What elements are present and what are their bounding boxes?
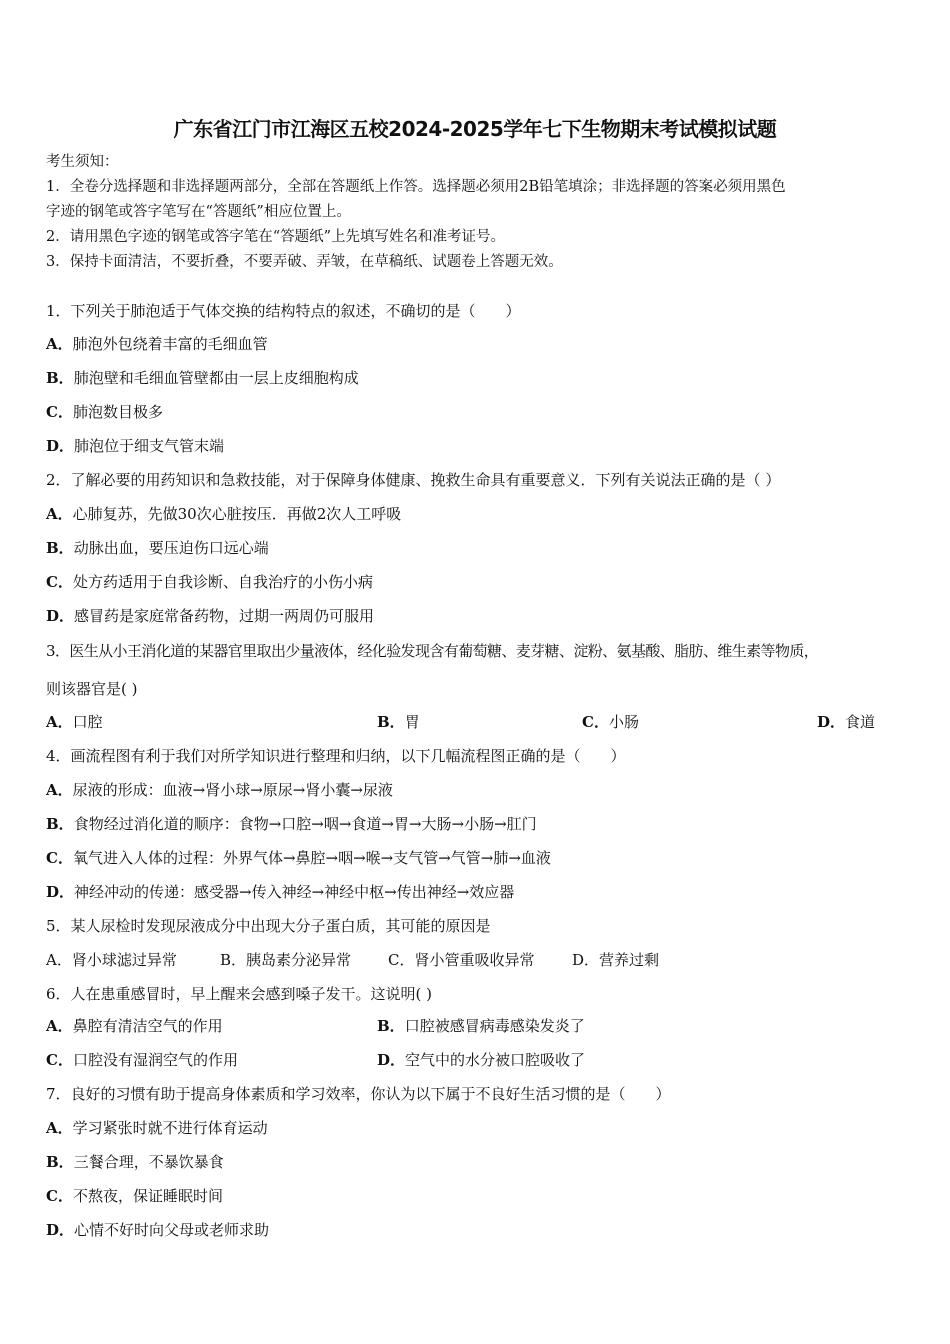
option-text: 感冒药是家庭常备药物，过期一两周仍可服用 xyxy=(74,607,375,625)
option-c[interactable] xyxy=(46,401,163,423)
option-a[interactable] xyxy=(46,1117,268,1139)
option-label: C． xyxy=(582,713,609,731)
option-b[interactable] xyxy=(377,711,420,733)
option-b[interactable] xyxy=(46,1151,224,1173)
option-label: B． xyxy=(220,951,247,969)
option-text: 营养过剩 xyxy=(599,951,660,969)
option-text: 食物经过消化道的顺序：食物→口腔→咽→食道→胃→大肠→小肠→肛门 xyxy=(73,815,537,833)
question-stem: 4．画流程图有利于我们对所学知识进行整理和归纳，以下几幅流程图正确的是（ ） xyxy=(46,747,626,765)
option-label: C． xyxy=(46,849,73,867)
option-d[interactable] xyxy=(46,1219,269,1241)
option-d[interactable] xyxy=(46,605,374,627)
notice-heading: 考生须知： xyxy=(46,154,119,170)
notice-item: 1．全卷分选择题和非选择题两部分，全部在答题纸上作答。选择题必须用2B铅笔填涂；非选择题的答案必须用黑色 xyxy=(46,179,786,195)
option-text: 肺泡外包绕着丰富的毛细血管 xyxy=(72,335,268,353)
option-text: 胰岛素分泌异常 xyxy=(246,951,352,969)
option-d[interactable] xyxy=(817,711,875,733)
option-text: 空气中的水分被口腔吸收了 xyxy=(405,1051,586,1069)
question-stem: 3．医生从小王消化道的某器官里取出少量液体，经化验发现含有葡萄糖、麦芽糖、淀粉、氨基酸、脂肪、维生素等物质， xyxy=(46,642,819,660)
option-c[interactable] xyxy=(46,847,551,869)
option-label: C． xyxy=(46,1187,73,1205)
option-label: D． xyxy=(377,1051,406,1069)
option-label: B． xyxy=(46,539,74,557)
option-label: A． xyxy=(46,505,73,523)
option-label: D． xyxy=(46,1221,75,1239)
option-text: 处方药适用于自我诊断、自我治疗的小伤小病 xyxy=(72,573,373,591)
option-label: B． xyxy=(46,369,74,387)
option-a[interactable] xyxy=(46,779,393,801)
option-text: 学习紧张时就不进行体育运动 xyxy=(72,1119,268,1137)
option-a[interactable] xyxy=(46,503,401,525)
option-text: 肾小球滤过异常 xyxy=(71,951,177,969)
option-label: D． xyxy=(46,607,75,625)
page-title: 广东省江门市江海区五校2024-2025学年七下生物期末考试模拟试题 xyxy=(173,117,777,141)
option-text: 食道 xyxy=(845,713,876,731)
notice-item: 3．保持卡面清洁，不要折叠，不要弄破、弄皱，在草稿纸、试题卷上答题无效。 xyxy=(46,254,563,270)
option-label: A． xyxy=(46,951,72,969)
option-b[interactable] xyxy=(377,1015,585,1037)
option-label: B． xyxy=(377,713,405,731)
option-text: 肺泡位于细支气管末端 xyxy=(74,437,225,455)
option-text: 氧气进入人体的过程：外界气体→鼻腔→咽→喉→支气管→气管→肺→血液 xyxy=(72,849,551,867)
option-label: A． xyxy=(46,781,73,799)
option-d[interactable] xyxy=(377,1049,585,1071)
option-label: C． xyxy=(388,951,415,969)
option-text: 肺泡壁和毛细血管壁都由一层上皮细胞构成 xyxy=(73,369,359,387)
option-d[interactable] xyxy=(572,949,659,971)
option-c[interactable] xyxy=(46,1049,238,1071)
option-text: 心情不好时向父母或老师求助 xyxy=(74,1221,270,1239)
option-text: 胃 xyxy=(404,713,420,731)
option-label: D． xyxy=(46,437,75,455)
option-b[interactable] xyxy=(220,949,351,971)
option-text: 鼻腔有清洁空气的作用 xyxy=(72,1017,223,1035)
option-label: D． xyxy=(817,713,846,731)
option-a[interactable] xyxy=(46,333,268,355)
option-label: D． xyxy=(46,883,75,901)
option-label: B． xyxy=(46,815,74,833)
option-text: 尿液的形成：血液→肾小球→原尿→肾小囊→尿液 xyxy=(72,781,393,799)
question-stem: 5．某人尿检时发现尿液成分中出现大分子蛋白质，其可能的原因是 xyxy=(46,917,491,935)
question-stem: 6．人在患重感冒时，早上醒来会感到嗓子发干。这说明( ) xyxy=(46,985,433,1003)
option-a[interactable] xyxy=(46,711,103,733)
option-text: 肺泡数目极多 xyxy=(72,403,163,421)
option-label: A． xyxy=(46,1119,73,1137)
option-c[interactable] xyxy=(582,711,639,733)
option-b[interactable] xyxy=(46,367,359,389)
question-stem: 7．良好的习惯有助于提高身体素质和学习效率，你认为以下属于不良好生活习惯的是（ ） xyxy=(46,1085,671,1103)
option-label: B． xyxy=(377,1017,405,1035)
option-d[interactable] xyxy=(46,881,514,903)
option-c[interactable] xyxy=(46,571,373,593)
question-stem: 1．下列关于肺泡适于气体交换的结构特点的叙述，不确切的是（ ） xyxy=(46,302,521,320)
option-b[interactable] xyxy=(46,813,537,835)
option-a[interactable] xyxy=(46,1015,223,1037)
notice-item: 字迹的钢笔或答字笔写在“答题纸”相应位置上。 xyxy=(46,204,351,220)
option-text: 三餐合理，不暴饮暴食 xyxy=(73,1153,224,1171)
question-stem: 2．了解必要的用药知识和急救技能，对于保障身体健康、挽救生命具有重要意义．下列有关说法正确的是（ ） xyxy=(46,471,781,489)
option-text: 口腔 xyxy=(72,713,103,731)
option-text: 不熬夜，保证睡眠时间 xyxy=(72,1187,223,1205)
option-d[interactable] xyxy=(46,435,224,457)
option-label: C． xyxy=(46,1051,73,1069)
option-text: 小肠 xyxy=(608,713,639,731)
option-c[interactable] xyxy=(388,949,535,971)
option-text: 口腔被感冒病毒感染发炎了 xyxy=(404,1017,585,1035)
option-label: A． xyxy=(46,335,73,353)
option-text: 神经冲动的传递：感受器→传入神经→神经中枢→传出神经→效应器 xyxy=(74,883,515,901)
option-b[interactable] xyxy=(46,537,269,559)
question-stem-continued: 则该器官是( ) xyxy=(46,680,138,698)
option-text: 口腔没有湿润空气的作用 xyxy=(72,1051,238,1069)
option-a[interactable] xyxy=(46,949,177,971)
option-text: 动脉出血，要压迫伤口远心端 xyxy=(73,539,269,557)
option-label: C． xyxy=(46,573,73,591)
option-c[interactable] xyxy=(46,1185,223,1207)
option-label: B． xyxy=(46,1153,74,1171)
option-label: A． xyxy=(46,1017,73,1035)
option-text: 心肺复苏，先做30次心脏按压．再做2次人工呼吸 xyxy=(72,505,402,523)
option-label: A． xyxy=(46,713,73,731)
option-label: D． xyxy=(572,951,600,969)
notice-item: 2．请用黑色字迹的钢笔或答字笔在“答题纸”上先填写姓名和准考证号。 xyxy=(46,229,506,245)
option-label: C． xyxy=(46,403,73,421)
option-text: 肾小管重吸收异常 xyxy=(414,951,535,969)
